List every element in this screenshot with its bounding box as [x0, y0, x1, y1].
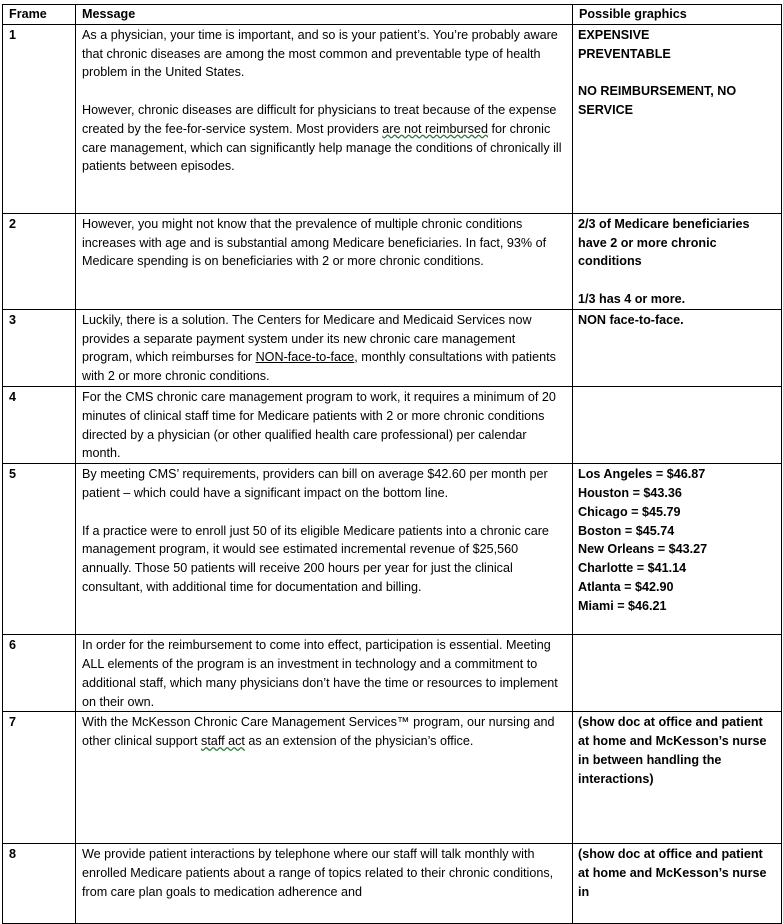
storyboard-table [2, 4, 782, 924]
header-frame: Frame [3, 5, 76, 25]
frame-number: 4 [3, 386, 76, 463]
graphics-cell [573, 712, 782, 844]
graphics-text: (show doc at office and patient at home and McKesson’s nurse in between handling the interactions) [578, 715, 767, 786]
underlined-text: NON-face-to-face [255, 350, 355, 365]
frame-number: 8 [3, 844, 76, 924]
graphics-text: 1/3 has 4 or more. [578, 291, 686, 306]
graphics-text: NO REIMBURSEMENT, NO SERVICE [578, 84, 737, 117]
graphics-text: EXPENSIVE [578, 27, 650, 42]
header-message: Message [76, 5, 573, 25]
graphics-cell [573, 213, 782, 309]
message-paragraph: However, you might not know that the prevalence of multiple chronic conditions increases with age and is substantial among Medicare beneficiaries. In fact, 93% of Medicare spending is on beneficiaries with 2 or more chronic conditions. [82, 216, 547, 269]
message-cell [76, 309, 573, 386]
message-cell [76, 635, 573, 712]
graphics-cell [573, 464, 782, 635]
table-row [3, 844, 782, 924]
message-paragraph: We provide patient interactions by telephone where our staff will talk monthly with enrolled Medicare patients about a range of topics related to their chronic conditions, from care plan goals to medication adherence and [82, 847, 554, 899]
city-rate: Los Angeles = $46.87 [578, 467, 706, 482]
frame-number: 1 [3, 24, 76, 213]
frame-number: 2 [3, 213, 76, 309]
city-rate: Atlanta = $42.90 [578, 579, 674, 594]
graphics-text: (show doc at office and patient at home and McKesson’s nurse in [578, 847, 767, 899]
message-cell [76, 24, 573, 213]
spellcheck-underline: staff act [201, 734, 245, 749]
city-rate: Houston = $43.36 [578, 485, 682, 500]
table-row [3, 635, 782, 712]
table-row [3, 712, 782, 844]
message-cell [76, 464, 573, 635]
graphics-text: PREVENTABLE [578, 46, 671, 61]
message-paragraph: As a physician, your time is important, and so is your patient’s. You’re probably aware that chronic diseases are among the most common and preventable type of health problem in the United States. [82, 27, 558, 80]
message-paragraph: Luckily, there is a solution. The Centers for Medicare and Medicaid Services now provides a separate payment system under its new chronic care management program, which reimburses for NON-face-to-face, monthly consultations with patients with 2 or more chronic conditions. [82, 312, 556, 384]
graphics-text: 2/3 of Medicare beneficiaries have 2 or more chronic conditions [578, 216, 750, 269]
message-paragraph: If a practice were to enroll just 50 of its eligible Medicare patients into a chronic care management program, it would see estimated incremental revenue of $25,560 annually. Those 50 patients will receive 200 hours per year for just the clinical consultant, with additional time for documentation and billing. [82, 523, 549, 594]
city-rate: Chicago = $45.79 [578, 504, 681, 519]
city-rate: Miami = $46.21 [578, 598, 667, 613]
frame-number: 5 [3, 464, 76, 635]
graphics-cell [573, 635, 782, 712]
graphics-text: NON face-to-face. [578, 312, 684, 327]
frame-number: 6 [3, 635, 76, 712]
city-rate: Charlotte = $41.14 [578, 561, 687, 576]
city-rate: New Orleans = $43.27 [578, 542, 708, 557]
table-row [3, 309, 782, 386]
frame-number: 7 [3, 712, 76, 844]
message-paragraph: For the CMS chronic care management program to work, it requires a minimum of 20 minutes of clinical staff time for Medicare patients with 2 or more chronic conditions directed by a physician (or other qualified health care professional) per calendar month. [82, 389, 556, 461]
message-paragraph: In order for the reimbursement to come into effect, participation is essential. Meeting ALL elements of the program is an investment in technology and a commitment to additional staff, which many physicians don’t have the time or resources to implement on their own. [82, 638, 558, 709]
table-row [3, 464, 782, 635]
message-cell [76, 386, 573, 463]
message-paragraph: However, chronic diseases are difficult for physicians to treat because of the expense created by the fee-for-service system. Most providers are not reimbursed for chronic care management, which can significantly help manage the conditions of chronically ill patients between episodes. [82, 102, 562, 174]
message-cell [76, 712, 573, 844]
header-row [3, 5, 782, 25]
table-row [3, 213, 782, 309]
spellcheck-underline: are not reimbursed [382, 121, 488, 136]
table-row [3, 24, 782, 213]
frame-number: 3 [3, 309, 76, 386]
graphics-cell [573, 24, 782, 213]
graphics-cell [573, 844, 782, 924]
message-cell [76, 844, 573, 924]
city-rate: Boston = $45.74 [578, 523, 675, 538]
message-paragraph: By meeting CMS’ requirements, providers can bill on average $42.60 per month per patient – which could have a significant impact on the bottom line. [82, 467, 548, 500]
graphics-cell [573, 309, 782, 386]
message-paragraph: With the McKesson Chronic Care Management Services™ program, our nursing and other clinical support staff act as an extension of the physician’s office. [82, 715, 555, 749]
table-row [3, 386, 782, 463]
message-cell [76, 213, 573, 309]
graphics-cell [573, 386, 782, 463]
header-graphics: Possible graphics [573, 5, 782, 25]
